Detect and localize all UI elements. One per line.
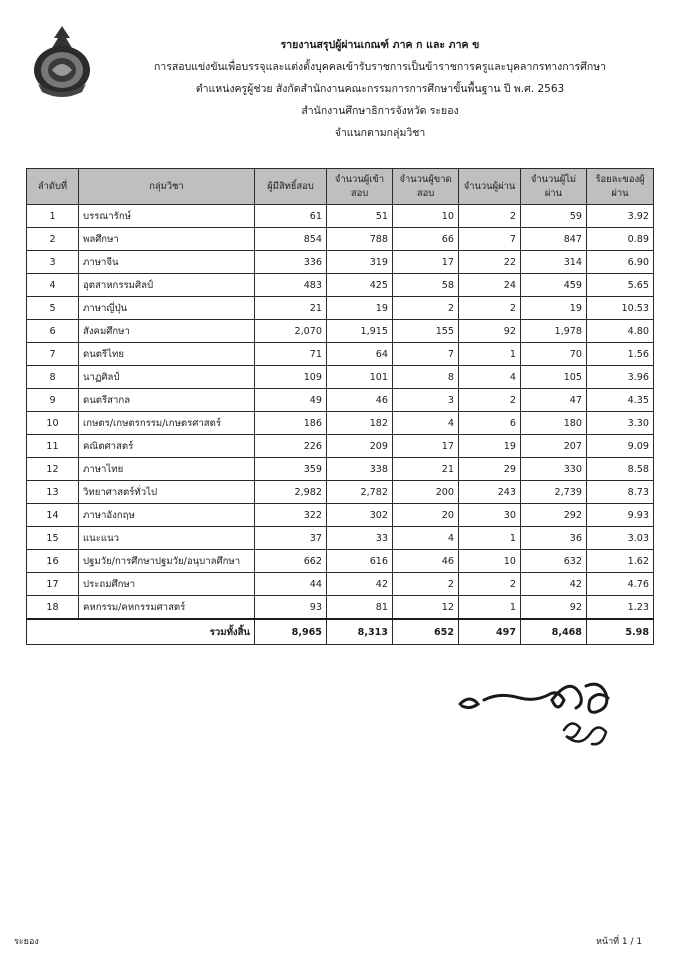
cell-attended: 1,915 xyxy=(327,320,393,343)
report-subtitle-office: สำนักงานศึกษาธิการจังหวัด ระยอง xyxy=(301,105,459,117)
cell-no: 3 xyxy=(27,251,79,274)
cell-subject: ปฐมวัย/การศึกษาปฐมวัย/อนุบาลศึกษา xyxy=(79,550,255,573)
header-passed: จำนวนผู้ผ่าน xyxy=(459,169,521,205)
report-subtitle-grouping: จำแนกตามกลุ่มวิชา xyxy=(334,127,426,139)
cell-no: 10 xyxy=(27,412,79,435)
cell-failed: 70 xyxy=(521,343,587,366)
cell-passed: 19 xyxy=(459,435,521,458)
cell-subject: อุตสาหกรรมศิลป์ xyxy=(79,274,255,297)
cell-pass-percent: 3.96 xyxy=(587,366,654,389)
total-failed: 8,468 xyxy=(521,619,587,645)
cell-passed: 22 xyxy=(459,251,521,274)
results-table xyxy=(26,168,654,645)
cell-failed: 207 xyxy=(521,435,587,458)
table-row xyxy=(27,251,654,274)
cell-no: 2 xyxy=(27,228,79,251)
table-row xyxy=(27,297,654,320)
table-row xyxy=(27,596,654,620)
cell-failed: 47 xyxy=(521,389,587,412)
report-title: รายงานสรุปผู้ผ่านเกณฑ์ ภาค ก และ ภาค ข xyxy=(280,39,480,51)
header-pass-percent: ร้อยละของผู้ผ่าน xyxy=(587,169,654,205)
cell-failed: 1,978 xyxy=(521,320,587,343)
cell-absent: 17 xyxy=(393,435,459,458)
total-pass-percent: 5.98 xyxy=(587,619,654,645)
table-header-row xyxy=(27,169,654,205)
table-row xyxy=(27,481,654,504)
cell-eligible: 186 xyxy=(255,412,327,435)
cell-attended: 64 xyxy=(327,343,393,366)
table-row xyxy=(27,527,654,550)
cell-eligible: 2,070 xyxy=(255,320,327,343)
cell-passed: 1 xyxy=(459,596,521,620)
cell-failed: 330 xyxy=(521,458,587,481)
cell-subject: ดนตรีสากล xyxy=(79,389,255,412)
cell-no: 18 xyxy=(27,596,79,620)
cell-passed: 2 xyxy=(459,389,521,412)
total-eligible: 8,965 xyxy=(255,619,327,645)
cell-subject: ดนตรีไทย xyxy=(79,343,255,366)
cell-attended: 182 xyxy=(327,412,393,435)
cell-subject: แนะแนว xyxy=(79,527,255,550)
cell-subject: ประถมศึกษา xyxy=(79,573,255,596)
cell-subject: คณิตศาสตร์ xyxy=(79,435,255,458)
cell-failed: 314 xyxy=(521,251,587,274)
cell-passed: 1 xyxy=(459,527,521,550)
cell-passed: 6 xyxy=(459,412,521,435)
header-subject: กลุ่มวิชา xyxy=(79,169,255,205)
cell-pass-percent: 3.92 xyxy=(587,205,654,228)
total-label: รวมทั้งสิ้น xyxy=(27,619,255,645)
cell-subject: บรรณารักษ์ xyxy=(79,205,255,228)
cell-no: 9 xyxy=(27,389,79,412)
cell-no: 5 xyxy=(27,297,79,320)
cell-passed: 30 xyxy=(459,504,521,527)
cell-failed: 459 xyxy=(521,274,587,297)
cell-subject: เกษตร/เกษตรกรรม/เกษตรศาสตร์ xyxy=(79,412,255,435)
cell-eligible: 322 xyxy=(255,504,327,527)
cell-absent: 3 xyxy=(393,389,459,412)
cell-eligible: 226 xyxy=(255,435,327,458)
cell-no: 17 xyxy=(27,573,79,596)
cell-no: 1 xyxy=(27,205,79,228)
cell-subject: ภาษาจีน xyxy=(79,251,255,274)
cell-passed: 243 xyxy=(459,481,521,504)
cell-pass-percent: 4.80 xyxy=(587,320,654,343)
cell-failed: 847 xyxy=(521,228,587,251)
cell-pass-percent: 9.93 xyxy=(587,504,654,527)
cell-eligible: 359 xyxy=(255,458,327,481)
cell-no: 14 xyxy=(27,504,79,527)
cell-no: 16 xyxy=(27,550,79,573)
cell-passed: 92 xyxy=(459,320,521,343)
cell-attended: 19 xyxy=(327,297,393,320)
cell-eligible: 483 xyxy=(255,274,327,297)
cell-failed: 59 xyxy=(521,205,587,228)
table-row xyxy=(27,389,654,412)
ministry-emblem-logo xyxy=(30,24,94,98)
cell-passed: 10 xyxy=(459,550,521,573)
cell-pass-percent: 3.30 xyxy=(587,412,654,435)
cell-pass-percent: 8.73 xyxy=(587,481,654,504)
cell-pass-percent: 0.89 xyxy=(587,228,654,251)
table-row xyxy=(27,320,654,343)
report-subtitle-position: ตำแหน่งครูผู้ช่วย สังกัดสำนักงานคณะกรรมการการศึกษาขั้นพื้นฐาน ปี พ.ศ. 2563 xyxy=(195,83,565,95)
table-row xyxy=(27,573,654,596)
cell-absent: 155 xyxy=(393,320,459,343)
cell-attended: 2,782 xyxy=(327,481,393,504)
cell-pass-percent: 1.56 xyxy=(587,343,654,366)
cell-no: 7 xyxy=(27,343,79,366)
header-failed: จำนวนผู้ไม่ผ่าน xyxy=(521,169,587,205)
table-row xyxy=(27,343,654,366)
cell-subject: นาฏศิลป์ xyxy=(79,366,255,389)
cell-no: 11 xyxy=(27,435,79,458)
table-row xyxy=(27,504,654,527)
cell-attended: 425 xyxy=(327,274,393,297)
cell-failed: 180 xyxy=(521,412,587,435)
cell-absent: 46 xyxy=(393,550,459,573)
cell-no: 12 xyxy=(27,458,79,481)
table-row xyxy=(27,550,654,573)
cell-absent: 4 xyxy=(393,527,459,550)
cell-pass-percent: 1.23 xyxy=(587,596,654,620)
cell-absent: 2 xyxy=(393,297,459,320)
cell-subject: ภาษาอังกฤษ xyxy=(79,504,255,527)
cell-attended: 616 xyxy=(327,550,393,573)
cell-passed: 2 xyxy=(459,205,521,228)
header-absent: จำนวนผู้ขาดสอบ xyxy=(393,169,459,205)
cell-eligible: 662 xyxy=(255,550,327,573)
cell-attended: 319 xyxy=(327,251,393,274)
report-header xyxy=(100,34,660,144)
cell-failed: 2,739 xyxy=(521,481,587,504)
cell-no: 8 xyxy=(27,366,79,389)
cell-absent: 2 xyxy=(393,573,459,596)
cell-subject: สังคมศึกษา xyxy=(79,320,255,343)
cell-pass-percent: 3.03 xyxy=(587,527,654,550)
cell-pass-percent: 8.58 xyxy=(587,458,654,481)
cell-subject: พลศึกษา xyxy=(79,228,255,251)
cell-subject: ภาษาไทย xyxy=(79,458,255,481)
cell-pass-percent: 1.62 xyxy=(587,550,654,573)
signature-mark xyxy=(440,670,640,760)
report-subtitle-exam: การสอบแข่งขันเพื่อบรรจุและแต่งตั้งบุคคลเข้ารับราชการเป็นข้าราชการครูและบุคลากรทางการศึกษา xyxy=(153,61,607,73)
cell-absent: 20 xyxy=(393,504,459,527)
total-absent: 652 xyxy=(393,619,459,645)
cell-no: 13 xyxy=(27,481,79,504)
cell-eligible: 109 xyxy=(255,366,327,389)
table-row xyxy=(27,435,654,458)
cell-subject: วิทยาศาสตร์ทั่วไป xyxy=(79,481,255,504)
cell-attended: 302 xyxy=(327,504,393,527)
cell-no: 4 xyxy=(27,274,79,297)
cell-attended: 42 xyxy=(327,573,393,596)
cell-attended: 81 xyxy=(327,596,393,620)
cell-absent: 10 xyxy=(393,205,459,228)
cell-absent: 4 xyxy=(393,412,459,435)
cell-absent: 7 xyxy=(393,343,459,366)
cell-eligible: 71 xyxy=(255,343,327,366)
cell-failed: 36 xyxy=(521,527,587,550)
cell-absent: 58 xyxy=(393,274,459,297)
cell-eligible: 49 xyxy=(255,389,327,412)
table-row xyxy=(27,458,654,481)
cell-absent: 8 xyxy=(393,366,459,389)
cell-failed: 292 xyxy=(521,504,587,527)
cell-absent: 200 xyxy=(393,481,459,504)
cell-failed: 42 xyxy=(521,573,587,596)
cell-no: 6 xyxy=(27,320,79,343)
cell-absent: 12 xyxy=(393,596,459,620)
cell-attended: 51 xyxy=(327,205,393,228)
cell-subject: ภาษาญี่ปุ่น xyxy=(79,297,255,320)
cell-eligible: 2,982 xyxy=(255,481,327,504)
header-eligible: ผู้มีสิทธิ์สอบ xyxy=(255,169,327,205)
cell-failed: 632 xyxy=(521,550,587,573)
cell-eligible: 61 xyxy=(255,205,327,228)
cell-failed: 19 xyxy=(521,297,587,320)
cell-pass-percent: 5.65 xyxy=(587,274,654,297)
cell-eligible: 44 xyxy=(255,573,327,596)
total-passed: 497 xyxy=(459,619,521,645)
cell-attended: 46 xyxy=(327,389,393,412)
cell-eligible: 21 xyxy=(255,297,327,320)
cell-attended: 33 xyxy=(327,527,393,550)
cell-eligible: 854 xyxy=(255,228,327,251)
cell-passed: 4 xyxy=(459,366,521,389)
footer-province: ระยอง xyxy=(14,937,39,947)
cell-failed: 105 xyxy=(521,366,587,389)
cell-attended: 209 xyxy=(327,435,393,458)
cell-pass-percent: 4.76 xyxy=(587,573,654,596)
total-attended: 8,313 xyxy=(327,619,393,645)
cell-eligible: 37 xyxy=(255,527,327,550)
cell-passed: 2 xyxy=(459,573,521,596)
header-attended: จำนวนผู้เข้าสอบ xyxy=(327,169,393,205)
cell-pass-percent: 10.53 xyxy=(587,297,654,320)
cell-attended: 101 xyxy=(327,366,393,389)
cell-no: 15 xyxy=(27,527,79,550)
cell-passed: 29 xyxy=(459,458,521,481)
table-row xyxy=(27,412,654,435)
table-row xyxy=(27,228,654,251)
cell-absent: 21 xyxy=(393,458,459,481)
cell-attended: 338 xyxy=(327,458,393,481)
cell-subject: คหกรรม/คหกรรมศาสตร์ xyxy=(79,596,255,620)
table-row xyxy=(27,366,654,389)
cell-absent: 66 xyxy=(393,228,459,251)
cell-passed: 1 xyxy=(459,343,521,366)
table-row xyxy=(27,205,654,228)
total-row xyxy=(27,619,654,645)
cell-passed: 24 xyxy=(459,274,521,297)
cell-pass-percent: 9.09 xyxy=(587,435,654,458)
footer-page-number: หน้าที่ 1 / 1 xyxy=(596,937,643,947)
cell-pass-percent: 4.35 xyxy=(587,389,654,412)
cell-passed: 2 xyxy=(459,297,521,320)
header-no: ลำดับที่ xyxy=(27,169,79,205)
table-row xyxy=(27,274,654,297)
cell-eligible: 336 xyxy=(255,251,327,274)
cell-passed: 7 xyxy=(459,228,521,251)
cell-failed: 92 xyxy=(521,596,587,620)
cell-attended: 788 xyxy=(327,228,393,251)
cell-eligible: 93 xyxy=(255,596,327,620)
cell-absent: 17 xyxy=(393,251,459,274)
cell-pass-percent: 6.90 xyxy=(587,251,654,274)
